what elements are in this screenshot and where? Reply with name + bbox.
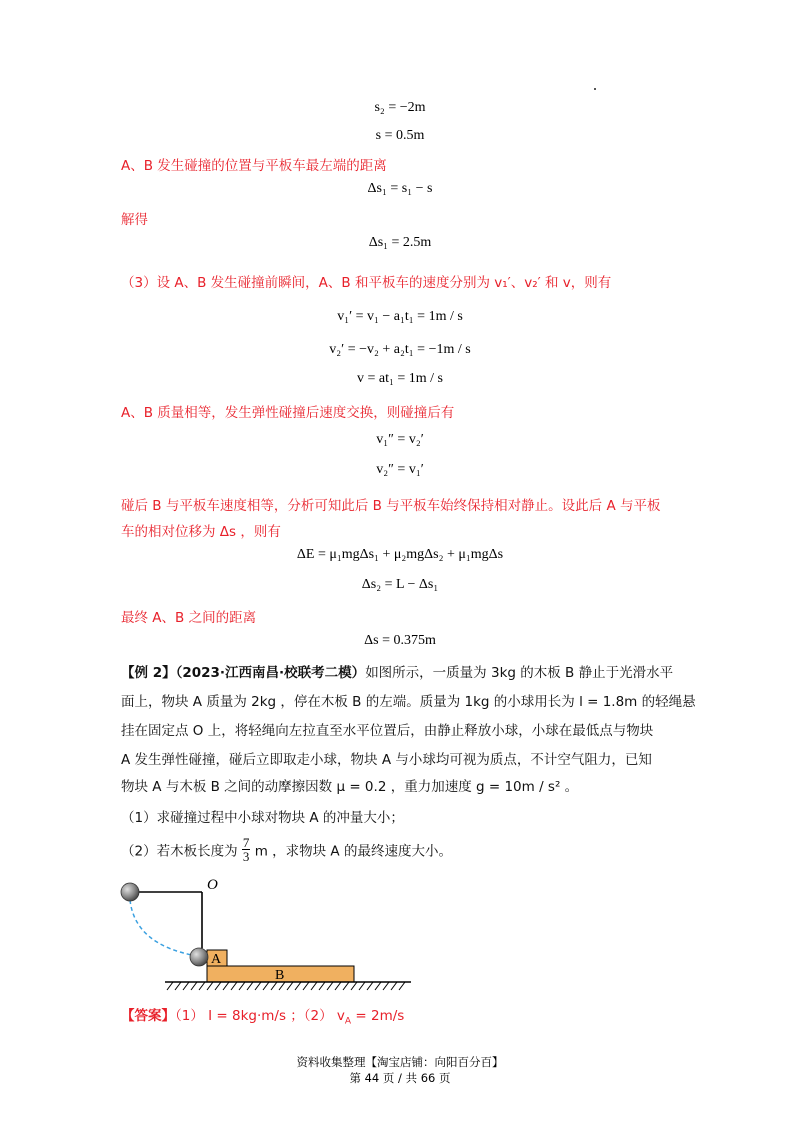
answer-part1: （1） I = 8kg·m/s ；（2） v [175, 1008, 345, 1024]
swing-arc [130, 900, 197, 956]
stray-dot [594, 88, 596, 90]
equation-v1-prime: v₁′ = v₁ − a₁t₁ = 1m / s [337, 309, 463, 324]
fraction [242, 836, 251, 863]
text-collision-position: A、B 发生碰撞的位置与平板车最左端的距离 [121, 158, 387, 174]
text-final-distance: 最终 A、B 之间的距离 [121, 610, 257, 626]
equation-v1-double-prime: v₁″ = v₂′ [376, 432, 424, 447]
fraction-numerator: 7 [242, 835, 250, 850]
example-line2: 面上，物块 A 质量为 2kg ，停在木板 B 的左端。质量为 1kg 的小球用长为 l = 1.8m 的轻绳悬 [121, 694, 696, 710]
label-A: A [211, 952, 222, 967]
equation-v2-double-prime: v₂″ = v₁′ [376, 462, 424, 477]
text-velocity-exchange: A、B 质量相等，发生弹性碰撞后速度交换，则碰撞后有 [121, 405, 455, 421]
ball-bottom [190, 948, 208, 966]
footer-source: 资料收集整理【淘宝店铺：向阳百分百】 [296, 1055, 504, 1069]
question-2-suffix: m ，求物块 A 的最终速度大小。 [254, 843, 452, 860]
footer-page-number: 第 44 页 / 共 66 页 [349, 1071, 451, 1085]
ball-start [121, 883, 139, 901]
equation-ds1-value: Δs₁ = 2.5m [368, 235, 432, 250]
question-2 [121, 836, 452, 863]
equation-s2: s₂ = −2m [374, 100, 426, 115]
text-relative-rest-line1: 碰后 B 与平板车速度相等，分析可知此后 B 与平板车始终保持相对静止。设此后 A 与平板 [121, 498, 661, 514]
equation-ds: Δs = 0.375m [364, 633, 436, 648]
answer-line [121, 1004, 404, 1027]
example-line5: 物块 A 与木板 B 之间的动摩擦因数 μ = 0.2 ，重力加速度 g = 10m / s² 。 [121, 779, 579, 795]
equation-ds1-definition: Δs₁ = s₁ − s [367, 181, 433, 196]
text-relative-rest-line2: 车的相对位移为 Δs ，则有 [121, 524, 281, 540]
example-line4: A 发生弹性碰撞，碰后立即取走小球，物块 A 与小球均可视为质点，不计空气阻力，已知 [121, 752, 652, 768]
label-O: O [207, 877, 218, 893]
text-part3: （3）设 A、B 发生碰撞前瞬间，A、B 和平板车的速度分别为 v₁′、v₂′ 和 v，则有 [121, 275, 612, 291]
ground-hatching [167, 982, 405, 990]
example-source: （2023·江西南昌·校联考二模） [175, 665, 366, 681]
equation-energy: ΔE = μ₁mgΔs₁ + μ₂mgΔs₂ + μ₁mgΔs [296, 547, 504, 562]
example-tag: 【例 2】 [121, 665, 176, 681]
equation-ds2: Δs₂ = L − Δs₁ [361, 577, 439, 592]
answer-subscript: A [344, 1016, 352, 1027]
question-2-prefix: （2）若木板长度为 [121, 843, 238, 860]
equation-s: s = 0.5m [375, 128, 425, 143]
equation-v: v = at₁ = 1m / s [356, 371, 443, 386]
fraction-denominator: 3 [242, 849, 250, 864]
equation-v2-prime: v₂′ = −v₂ + a₂t₁ = −1m / s [329, 342, 471, 357]
text-solve: 解得 [121, 212, 148, 228]
example-line1 [121, 661, 673, 681]
answer-label: 【答案】 [121, 1008, 175, 1024]
physics-diagram [115, 870, 425, 1000]
example-text-line1: 如图所示，一质量为 3kg 的木板 B 静止于光滑水平 [365, 665, 674, 681]
example-line3: 挂在固定点 O 上，将轻绳向左拉直至水平位置后，由静止释放小球，小球在最低点与物块 [121, 723, 654, 739]
answer-part2: = 2m/s [351, 1008, 405, 1024]
label-B: B [275, 968, 285, 983]
question-1: （1）求碰撞过程中小球对物块 A 的冲量大小； [121, 810, 404, 826]
